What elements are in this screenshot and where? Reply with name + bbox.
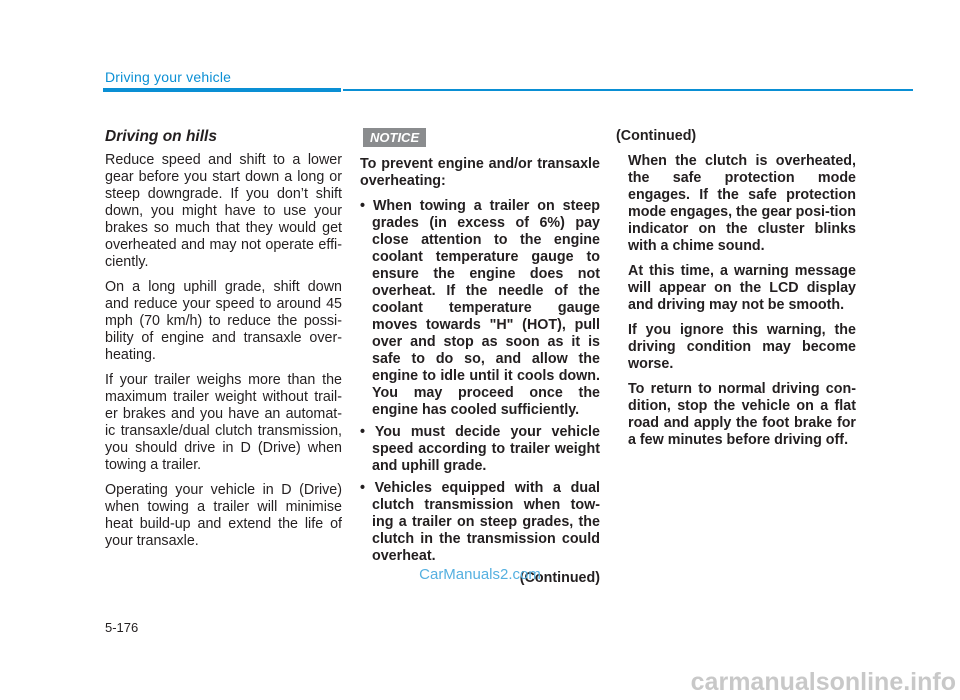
paragraph: Reduce speed and shift to a lower gear before you start down a long or steep downgrade. If you don’t shift down, you might have to use your brakes so much that they would get overheated and may not operate effi-ciently. (105, 152, 342, 270)
continued-label: (Continued) (519, 570, 600, 586)
header-rule-thin (343, 89, 913, 91)
paragraph: At this time, a warning message will appear on the LCD display and driving may not be smooth. (628, 263, 856, 313)
notice-badge: NOTICE (363, 128, 426, 147)
watermark-link[interactable]: CarManuals2.com (419, 566, 541, 583)
notice-bullet-list (360, 198, 600, 565)
left-column (105, 128, 342, 558)
paragraph: Operating your vehicle in D (Drive) when towing a trailer will minimise heat build-up and extend the life of your transaxle. (105, 482, 342, 549)
section-header-title: Driving your vehicle (105, 69, 232, 85)
page-number: 5-176 (105, 620, 139, 635)
notice-intro: To prevent engine and/or transaxle overheating: (360, 156, 600, 189)
watermark-footer: carmanualsonline.info (690, 668, 956, 696)
header-rule-thick (103, 88, 341, 92)
paragraph: If you ignore this warning, the driving condition may become worse. (628, 322, 856, 372)
notice-bullet: • When towing a trailer on steep grades (in excess of 6%) pay close attention to the engine coolant temperature gauge to ensure the engine does not overheat. If the needle of the coolant temperature gauge moves towards "H" (HOT), pull over and stop as soon as it is safe to do so, and allow the engine to idle until it cools down. You may proceed once the engine has cooled sufficiently. (360, 198, 600, 419)
paragraph: If your trailer weighs more than the maximum trailer weight without trail-er brakes and you have an automat-ic transaxle/dual clutch transmission, you should drive in D (Drive) when towing a trailer. (105, 372, 342, 473)
paragraph: To return to normal driving con-dition, stop the vehicle on a flat road and apply the foot brake for a few minutes before driving off. (628, 381, 856, 448)
paragraph: When the clutch is overheated, the safe protection mode engages. If the safe protection mode engages, the gear posi-tion indicator on the cluster blinks with a chime sound. (628, 153, 856, 254)
section-heading: Driving on hills (105, 128, 217, 145)
paragraph: On a long uphill grade, shift down and reduce your speed to around 45 mph (70 km/h) to reduce the possi-bility of engine and transaxle over-heating. (105, 279, 342, 363)
right-column (616, 128, 856, 457)
notice-column (360, 128, 600, 587)
notice-bullet: • You must decide your vehicle speed according to trailer weight and uphill grade. (360, 424, 600, 475)
notice-bullet: • Vehicles equipped with a dual clutch transmission when tow-ing a trailer on steep grades, the clutch in the transmission could overheat. (360, 480, 600, 565)
continued-label: (Continued) (616, 128, 697, 144)
